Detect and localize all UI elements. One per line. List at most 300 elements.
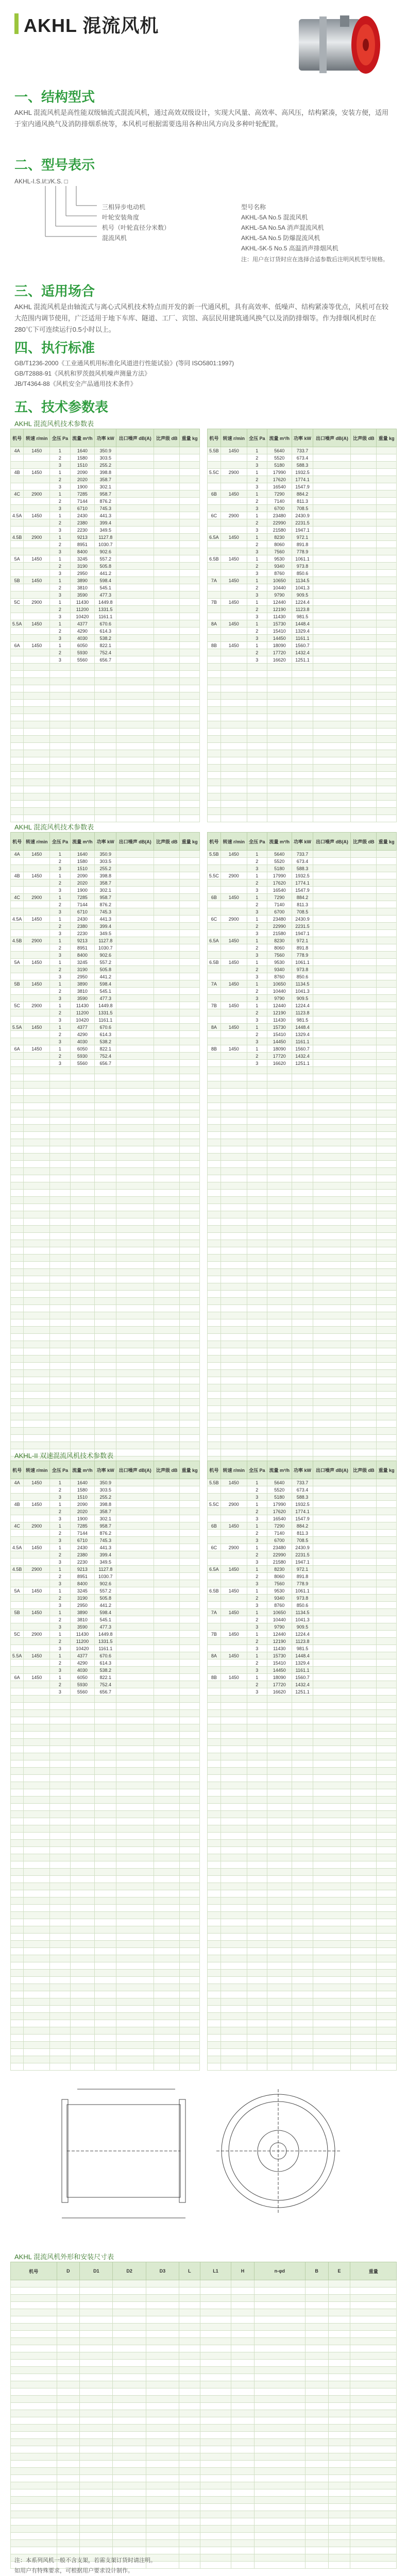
table-cell <box>154 1667 180 1674</box>
table-cell: 2020 <box>70 1508 95 1515</box>
table-row <box>208 851 397 858</box>
table-cell <box>231 2533 255 2540</box>
table-cell <box>180 707 200 714</box>
table-cell: 545.1 <box>95 988 116 995</box>
table-cell <box>328 2287 350 2295</box>
table-cell: 5B <box>11 1609 24 1616</box>
table-cell <box>11 1883 24 1890</box>
table-cell <box>221 1363 247 1370</box>
table-row <box>11 685 200 692</box>
table-cell <box>180 1724 200 1732</box>
table-row <box>11 1067 200 1074</box>
table-cell <box>351 1291 377 1298</box>
table-cell <box>247 1883 267 1890</box>
table-cell <box>221 1782 247 1789</box>
table-cell <box>292 1255 313 1262</box>
table-cell <box>154 1984 180 1991</box>
table-cell: 1 <box>50 1479 70 1486</box>
table-cell <box>154 966 180 973</box>
table-cell: 441.2 <box>95 570 116 577</box>
table-cell <box>350 2526 397 2533</box>
table-row <box>11 1494 200 1501</box>
table-cell <box>328 2482 350 2489</box>
table-cell <box>350 2302 397 2309</box>
table-cell <box>208 786 221 793</box>
table-cell <box>180 1883 200 1890</box>
table-cell <box>254 2461 305 2468</box>
table-cell <box>24 505 50 512</box>
table-cell <box>200 2468 231 2475</box>
table-cell <box>221 1074 247 1081</box>
table-cell <box>11 1926 24 1934</box>
table-cell <box>11 2504 57 2511</box>
table-row <box>208 1031 397 1038</box>
table-cell <box>208 1804 221 1811</box>
table-cell <box>11 728 24 736</box>
table-cell <box>11 815 24 822</box>
table-row <box>208 2049 397 2056</box>
table-cell <box>95 1854 116 1861</box>
table-row <box>11 692 200 700</box>
table-cell <box>179 2475 200 2482</box>
table-cell <box>146 2381 179 2388</box>
table-cell <box>351 2013 377 2020</box>
table-cell <box>313 1312 351 1319</box>
model-expression: AKHL-I.S.I/□/K.S. □ <box>14 178 68 185</box>
table-cell: 2 <box>50 1681 70 1688</box>
table-cell <box>11 765 24 772</box>
table-cell <box>313 1587 351 1595</box>
table-cell <box>377 1919 397 1926</box>
table-cell <box>208 1934 221 1941</box>
table-cell <box>351 1544 377 1551</box>
table-cell <box>267 1905 292 1912</box>
table-cell: 7560 <box>267 1580 292 1587</box>
table-row <box>208 1161 397 1168</box>
table-cell <box>180 1919 200 1926</box>
table-cell <box>180 505 200 512</box>
table-cell: 1161.1 <box>292 635 313 642</box>
table-cell <box>95 1298 116 1305</box>
table-cell <box>70 1392 95 1399</box>
table-cell <box>11 1060 24 1067</box>
table-cell <box>180 973 200 980</box>
table-cell <box>154 995 180 1002</box>
column-header: 流量 m³/h <box>267 1461 292 1479</box>
table-cell <box>180 1175 200 1182</box>
table-cell: 909.5 <box>292 1623 313 1631</box>
table-cell <box>208 527 221 534</box>
table-cell <box>57 2309 80 2316</box>
column-header: 流量 m³/h <box>70 833 95 851</box>
table-cell: 5C <box>11 1002 24 1009</box>
table-cell <box>24 808 50 815</box>
column-header: 转速 r/min <box>221 1461 247 1479</box>
table-cell: 17620 <box>267 879 292 887</box>
table-cell <box>221 613 247 620</box>
table-cell <box>313 1768 351 1775</box>
table-cell <box>208 2006 221 2013</box>
table-cell <box>313 1869 351 1876</box>
table-cell <box>292 1442 313 1449</box>
table-cell <box>313 1818 351 1825</box>
table-cell: 350.9 <box>95 1479 116 1486</box>
table-cell <box>377 1117 397 1125</box>
table-cell <box>70 1240 95 1247</box>
table-cell <box>116 1977 154 1984</box>
table-cell <box>180 2056 200 2063</box>
table-cell <box>57 2533 80 2540</box>
table-cell: 2 <box>50 988 70 995</box>
table-cell <box>208 1905 221 1912</box>
column-header: 全压 Pa <box>50 833 70 851</box>
table-cell: 3 <box>247 613 267 620</box>
table-cell <box>116 872 154 879</box>
table-cell: 1 <box>50 620 70 628</box>
table-row <box>11 1739 200 1746</box>
table-cell <box>180 1746 200 1753</box>
table-cell <box>80 2547 113 2554</box>
table-cell <box>351 1674 377 1681</box>
table-row <box>11 2388 397 2396</box>
table-cell <box>57 2482 80 2489</box>
table-cell: 2231.5 <box>292 923 313 930</box>
table-cell <box>377 1970 397 1977</box>
table-cell <box>11 2453 57 2461</box>
table-cell: 3 <box>247 973 267 980</box>
table-cell <box>221 1948 247 1955</box>
table-cell <box>116 1825 154 1833</box>
table-cell <box>70 1753 95 1760</box>
table-cell: 1 <box>247 1544 267 1551</box>
table-cell: 2 <box>50 1616 70 1623</box>
table-cell: 2 <box>50 879 70 887</box>
table-cell <box>292 757 313 765</box>
table-cell <box>351 671 377 678</box>
table-cell <box>24 772 50 779</box>
table-cell <box>179 2410 200 2417</box>
table-cell <box>154 1869 180 1876</box>
table-cell <box>180 1782 200 1789</box>
table-cell <box>11 1681 24 1688</box>
table-cell: 9790 <box>267 995 292 1002</box>
table-cell <box>95 1797 116 1804</box>
table-cell: 1 <box>247 872 267 879</box>
table-cell <box>313 1732 351 1739</box>
table-cell <box>116 519 154 527</box>
table-cell: 6.5B <box>208 1587 221 1595</box>
table-cell <box>179 2309 200 2316</box>
table-cell: 1 <box>247 642 267 649</box>
table-row <box>11 1717 200 1724</box>
table-cell: 5.5A <box>11 1652 24 1659</box>
table-cell <box>154 1334 180 1341</box>
table-cell: 2900 <box>24 1566 50 1573</box>
table-cell <box>247 1876 267 1883</box>
table-row <box>208 1825 397 1833</box>
table-cell <box>70 1291 95 1298</box>
table-cell: 3 <box>50 1494 70 1501</box>
table-cell: 1 <box>50 534 70 541</box>
table-cell <box>221 498 247 505</box>
table-cell <box>70 1298 95 1305</box>
table-cell <box>351 750 377 757</box>
table-cell <box>377 1926 397 1934</box>
table-cell: 3 <box>247 1515 267 1522</box>
table-cell <box>292 1876 313 1883</box>
table-cell <box>328 2345 350 2352</box>
table-cell <box>113 2302 146 2309</box>
table-cell <box>116 1681 154 1688</box>
table-cell <box>154 1530 180 1537</box>
table-cell: 733.7 <box>292 851 313 858</box>
table-cell: 14450 <box>267 1038 292 1045</box>
table-cell <box>231 2482 255 2489</box>
table-cell <box>116 1760 154 1768</box>
table-cell: 8760 <box>267 1602 292 1609</box>
table-row <box>11 1897 200 1905</box>
table-cell <box>350 2518 397 2526</box>
table-cell <box>351 1688 377 1696</box>
table-cell <box>208 721 221 728</box>
table-cell <box>24 685 50 692</box>
table-row <box>11 512 200 519</box>
table-cell <box>247 1941 267 1948</box>
table-cell: 349.5 <box>95 1558 116 1566</box>
table-cell <box>11 1854 24 1861</box>
table-cell <box>95 1392 116 1399</box>
table-cell <box>377 1732 397 1739</box>
table-cell <box>50 1103 70 1110</box>
table-cell <box>267 793 292 801</box>
table-cell <box>154 1406 180 1413</box>
table-cell <box>50 1789 70 1797</box>
table-cell <box>292 1168 313 1175</box>
table-row <box>11 1537 200 1544</box>
table-cell <box>24 865 50 872</box>
table-cell <box>208 671 221 678</box>
table-cell: 1127.8 <box>95 1566 116 1573</box>
table-cell <box>377 1544 397 1551</box>
table-cell: 1450 <box>221 599 247 606</box>
table-cell: 3 <box>247 635 267 642</box>
table-cell <box>95 1962 116 1970</box>
table-cell: 4290 <box>70 1031 95 1038</box>
table-cell <box>70 1869 95 1876</box>
table-cell <box>254 2316 305 2324</box>
table-cell <box>208 1132 221 1139</box>
table-row <box>208 1154 397 1161</box>
table-cell: 4C <box>11 1522 24 1530</box>
table-cell <box>154 1016 180 1024</box>
table-cell <box>180 1869 200 1876</box>
table-row <box>208 908 397 916</box>
table-cell <box>313 1847 351 1854</box>
table-cell <box>221 1681 247 1688</box>
table-cell <box>328 2562 350 2569</box>
table-cell <box>305 2352 328 2360</box>
table-cell: 1 <box>247 937 267 944</box>
table-cell <box>247 815 267 822</box>
table-cell <box>208 865 221 872</box>
table-cell: 8A <box>208 1652 221 1659</box>
table-row <box>208 1861 397 1869</box>
table-cell <box>305 2489 328 2497</box>
table-cell <box>70 1125 95 1132</box>
table-cell <box>50 692 70 700</box>
table-cell <box>11 1833 24 1840</box>
table-cell <box>70 1247 95 1255</box>
table-cell <box>351 1024 377 1031</box>
table-cell <box>180 462 200 469</box>
table-cell <box>221 2049 247 2056</box>
table-cell <box>200 2425 231 2432</box>
table-cell <box>70 721 95 728</box>
table-cell: 778.9 <box>292 1580 313 1587</box>
table-cell: 614.3 <box>95 628 116 635</box>
table-cell: 1030.7 <box>95 944 116 952</box>
table-cell: 2950 <box>70 1602 95 1609</box>
table-cell <box>221 1530 247 1537</box>
table-cell <box>11 2063 24 2071</box>
table-cell <box>351 887 377 894</box>
table-cell <box>351 1905 377 1912</box>
table-cell <box>254 2446 305 2453</box>
table-cell <box>70 1926 95 1934</box>
table-row <box>11 2518 397 2526</box>
table-cell <box>70 1363 95 1370</box>
table-cell <box>24 1638 50 1645</box>
table-cell: 1449.8 <box>95 1002 116 1009</box>
table-cell <box>70 765 95 772</box>
table-cell <box>313 1934 351 1941</box>
table-cell <box>377 1233 397 1240</box>
table-cell <box>116 570 154 577</box>
table-cell <box>231 2540 255 2547</box>
table-cell <box>11 1298 24 1305</box>
table-cell <box>313 1659 351 1667</box>
table-cell <box>247 2020 267 2027</box>
table-row <box>11 1428 200 1435</box>
table-cell <box>377 1934 397 1941</box>
table-cell <box>328 2554 350 2562</box>
table-cell <box>154 1038 180 1045</box>
table-cell <box>180 1428 200 1435</box>
table-cell <box>95 1732 116 1739</box>
table-cell <box>377 476 397 483</box>
table-cell: 2 <box>247 584 267 591</box>
table-cell <box>231 2396 255 2403</box>
table-cell <box>350 2562 397 2569</box>
table-cell <box>116 887 154 894</box>
table-cell <box>24 664 50 671</box>
table-cell <box>24 1370 50 1377</box>
column-header: 机号 <box>11 429 24 447</box>
table-cell <box>208 664 221 671</box>
column-header: B <box>305 2262 328 2280</box>
table-cell <box>221 1081 247 1089</box>
table-cell <box>313 1016 351 1024</box>
table-row <box>11 2324 397 2331</box>
table-cell <box>305 2417 328 2425</box>
table-cell <box>154 1420 180 1428</box>
table-cell <box>351 1132 377 1139</box>
table-cell <box>50 1926 70 1934</box>
table-cell <box>305 2331 328 2338</box>
table-row <box>11 2049 200 2056</box>
table-cell <box>154 1962 180 1970</box>
table-cell <box>292 1312 313 1319</box>
table-cell: 8951 <box>70 541 95 548</box>
table-cell <box>351 555 377 563</box>
table-cell <box>24 1247 50 1255</box>
table-cell <box>154 1009 180 1016</box>
table-cell <box>11 1428 24 1435</box>
table-cell <box>351 1074 377 1081</box>
table-cell <box>313 649 351 656</box>
table-cell <box>80 2475 113 2482</box>
table-cell <box>95 1420 116 1428</box>
table-row <box>11 1399 200 1406</box>
table-row <box>11 750 200 757</box>
table-cell <box>221 1732 247 1739</box>
table-cell <box>57 2324 80 2331</box>
table-cell <box>350 2309 397 2316</box>
table-cell: 8B <box>208 1045 221 1053</box>
table-cell <box>208 1919 221 1926</box>
table-row <box>11 1038 200 1045</box>
table-cell <box>221 973 247 980</box>
table-cell: 3 <box>247 462 267 469</box>
table-cell <box>305 2461 328 2468</box>
table-cell <box>208 1912 221 1919</box>
table-cell <box>180 613 200 620</box>
table-cell <box>254 2540 305 2547</box>
table-row <box>11 1312 200 1319</box>
table-cell <box>351 563 377 570</box>
table-cell <box>113 2439 146 2446</box>
table-cell <box>313 1674 351 1681</box>
table-cell <box>24 483 50 490</box>
table-cell <box>377 490 397 498</box>
table-cell: 5520 <box>267 1486 292 1494</box>
table-cell <box>70 1984 95 1991</box>
table-row <box>208 1883 397 1890</box>
table-cell <box>328 2417 350 2425</box>
table-cell <box>180 930 200 937</box>
table-cell <box>247 1804 267 1811</box>
table-cell <box>116 656 154 664</box>
table-cell <box>247 2056 267 2063</box>
table-cell <box>116 1428 154 1435</box>
table-cell: 2 <box>50 1551 70 1558</box>
table-cell: 2 <box>50 923 70 930</box>
table-cell <box>313 851 351 858</box>
table-cell <box>24 2020 50 2027</box>
table-cell <box>11 2331 57 2338</box>
table-row <box>208 584 397 591</box>
table-cell <box>351 1782 377 1789</box>
table-cell <box>180 1753 200 1760</box>
table-cell <box>116 563 154 570</box>
table-cell <box>11 1818 24 1825</box>
table-cell <box>377 1139 397 1146</box>
table-cell <box>154 786 180 793</box>
table-cell <box>70 2020 95 2027</box>
table-cell: 15410 <box>267 628 292 635</box>
table-cell <box>180 1218 200 1226</box>
table-cell <box>292 1190 313 1197</box>
